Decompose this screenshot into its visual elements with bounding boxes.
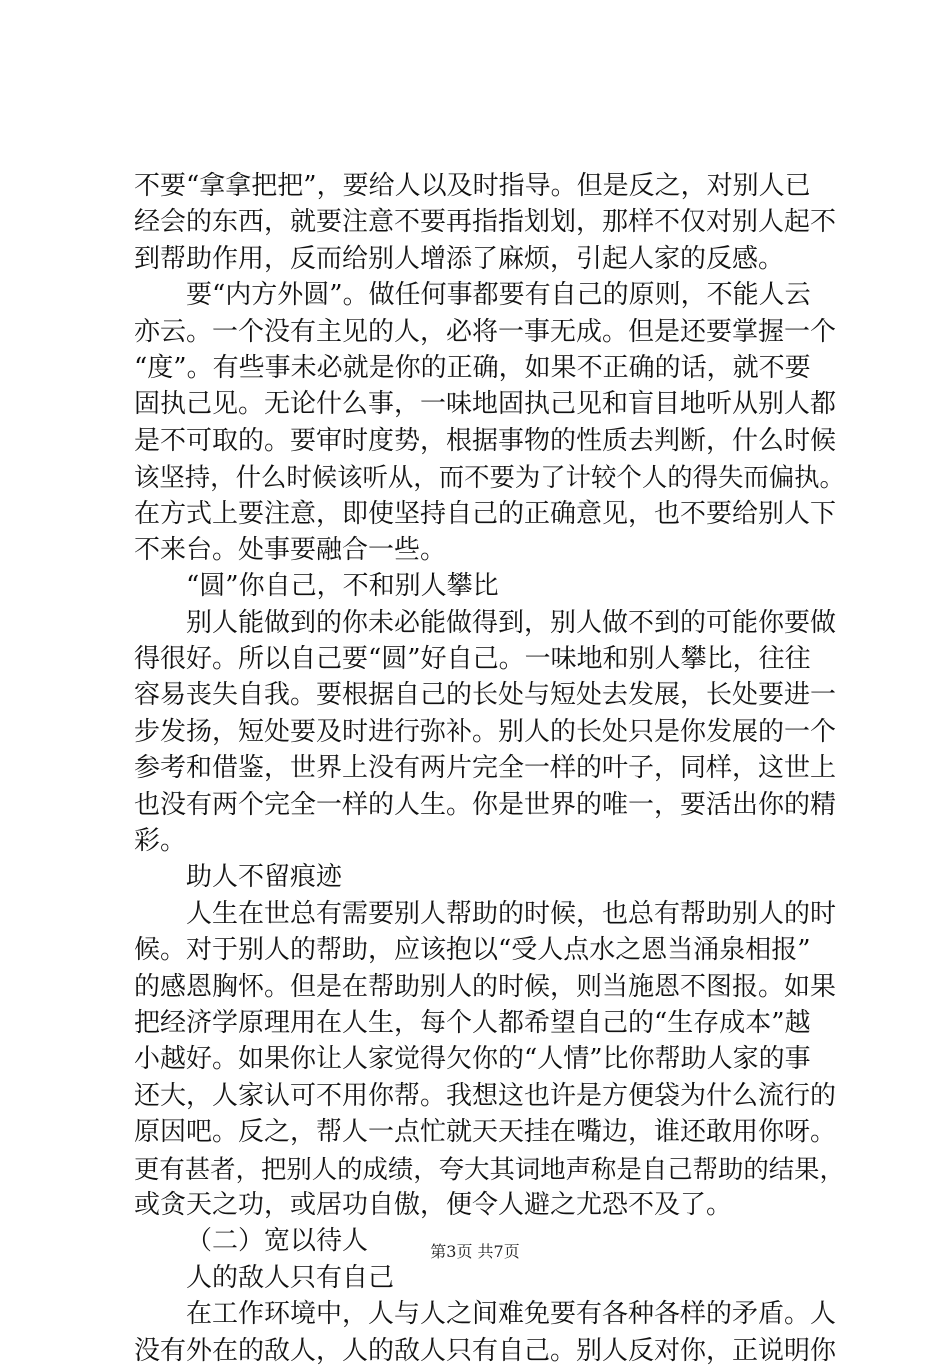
text-line: 还大，人家认可不用你帮。我想这也许是方便袋为什么流行的 [134,1080,837,1111]
text-line: 助人不留痕迹 [186,862,343,893]
text-line: 亦云。一个没有主见的人，必将一事无成。但是还要掌握一个 [134,316,837,347]
text-line: “圆”你自己，不和别人攀比 [186,571,499,602]
text-line: 要“内方外圆”。做任何事都要有自己的原则，不能人云 [186,280,811,311]
text-line: 经会的东西，就要注意不要再指指划划，那样不仅对别人起不 [134,207,837,238]
text-line: 不来台。处事要融合一些。 [134,534,447,565]
text-line: 的感恩胸怀。但是在帮助别人的时候，则当施恩不图报。如果 [134,971,837,1002]
text-line: 彩。 [134,826,187,857]
text-line: 小越好。如果你让人家觉得欠你的“人情”比你帮助人家的事 [134,1044,811,1075]
text-line: 步发扬，短处要及时进行弥补。别人的长处只是你发展的一个 [134,716,837,747]
text-line: 候。对于别人的帮助，应该抱以“受人点水之恩当涌泉相报” [134,935,811,966]
text-line: 没有外在的敌人，人的敌人只有自己。别人反对你，正说明你 [134,1335,837,1366]
text-line: 原因吧。反之，帮人一点忙就天天挂在嘴边，谁还敢用你呀。 [134,1117,837,1148]
page-footer: 第3页 共7页 [430,1242,520,1261]
text-line: 把经济学原理用在人生，每个人都希望自己的“生存成本”越 [134,1007,811,1038]
text-line: 到帮助作用，反而给别人增添了麻烦，引起人家的反感。 [134,243,785,274]
text-line: “度”。有些事未必就是你的正确，如果不正确的话，就不要 [134,352,811,383]
text-line: 也没有两个完全一样的人生。你是世界的唯一，要活出你的精 [134,789,837,820]
text-line: （二）宽以待人 [186,1226,369,1257]
text-line: 人生在世总有需要别人帮助的时候，也总有帮助别人的时 [186,898,837,929]
text-line: 容易丧失自我。要根据自己的长处与短处去发展，长处要进一 [134,680,837,711]
text-line: 人的敌人只有自己 [186,1262,395,1293]
text-line: 在方式上要注意，即使坚持自己的正确意见，也不要给别人下 [134,498,837,529]
text-line: 参考和借鉴，世界上没有两片完全一样的叶子，同样，这世上 [134,753,837,784]
text-line: 是不可取的。要审时度势，根据事物的性质去判断，什么时候 [134,425,837,456]
text-line: 固执己见。无论什么事，一味地固执己见和盲目地听从别人都 [134,389,837,420]
text-line: 别人能做到的你未必能做得到，别人做不到的可能你要做 [186,607,837,638]
text-line: 更有甚者，把别人的成绩，夸大其词地声称是自己帮助的结果， [134,1153,845,1184]
text-line: 或贪天之功，或居功自傲，便令人避之尤恐不及了。 [134,1189,733,1220]
text-line: 得很好。所以自己要“圆”好自己。一味地和别人攀比，往往 [134,644,811,675]
text-line: 该坚持，什么时候该听从，而不要为了计较个人的得失而偏执。 [134,462,845,493]
document-body [134,168,845,1369]
text-line: 不要“拿拿把把”，要给人以及时指导。但是反之，对别人已 [134,171,811,201]
text-line: 在工作环境中，人与人之间难免要有各种各样的矛盾。人 [186,1299,837,1330]
